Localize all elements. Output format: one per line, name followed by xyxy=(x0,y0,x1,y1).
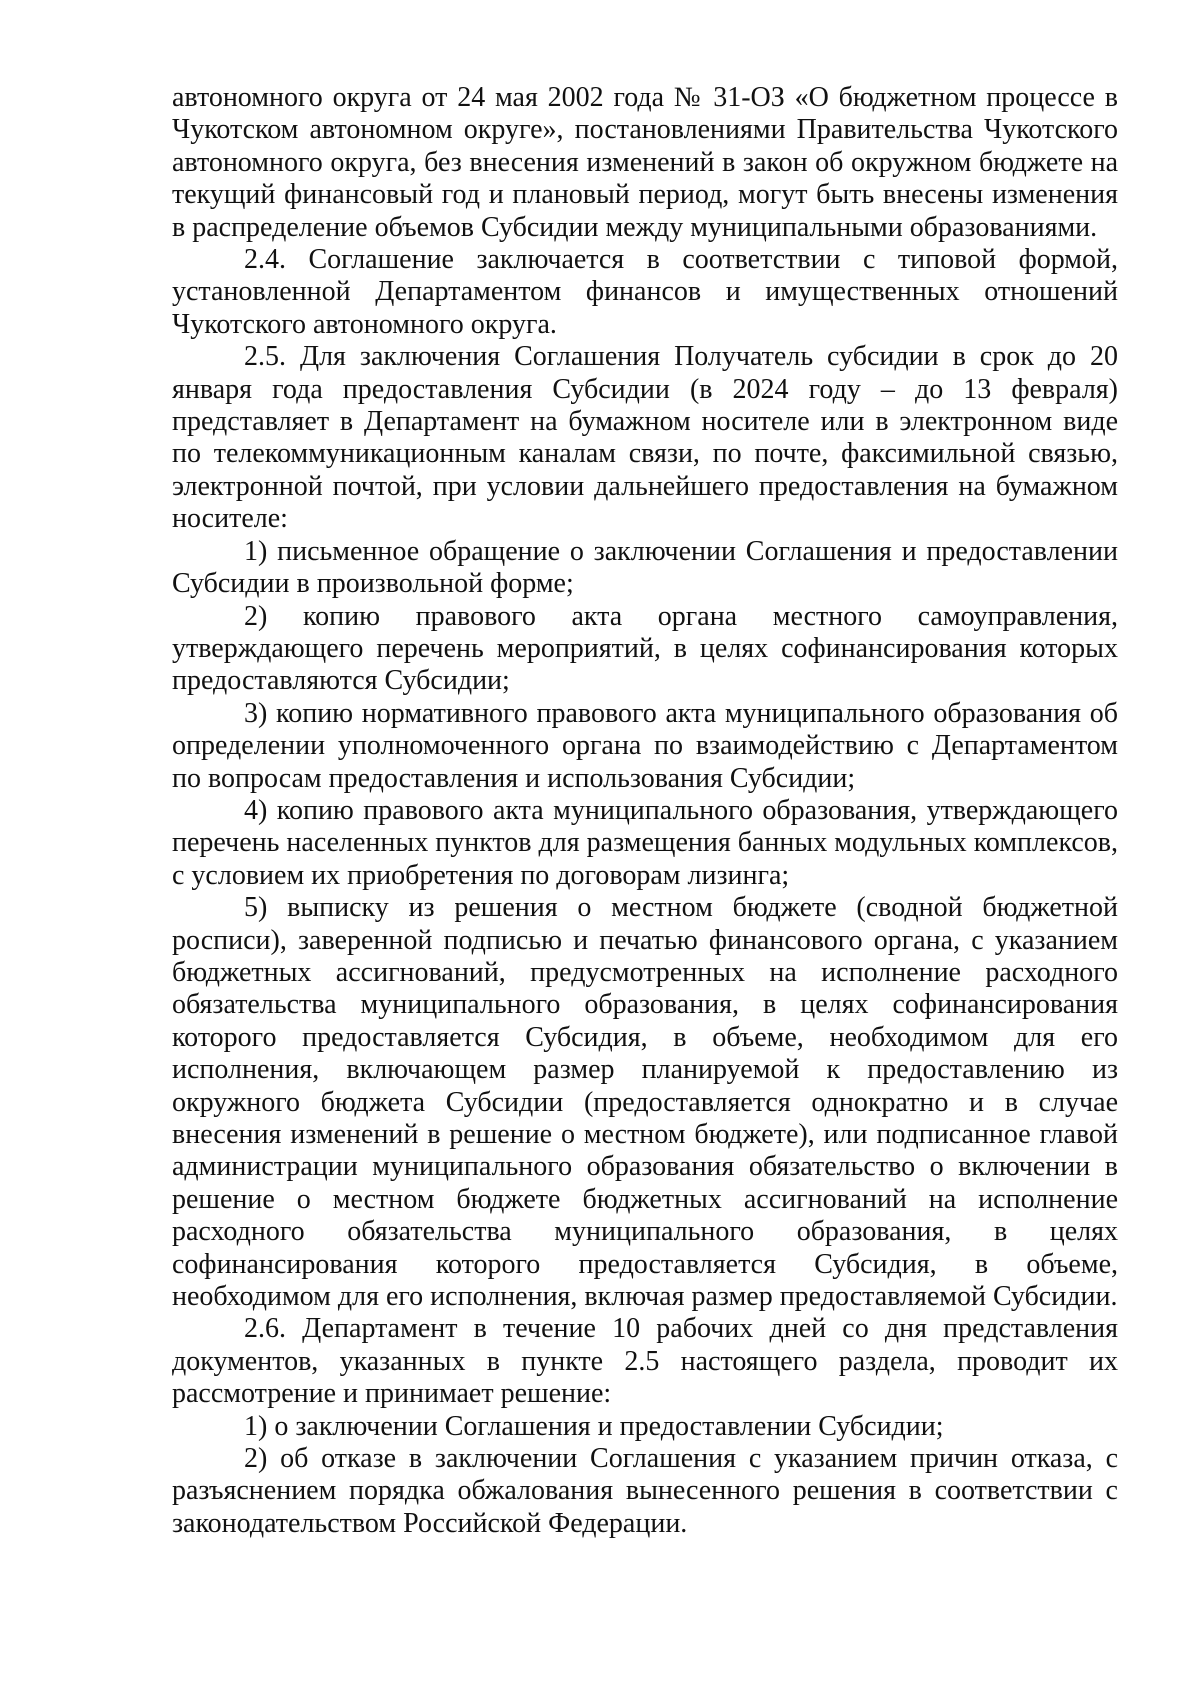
list-item-2-6-1: 1) о заключении Соглашения и предоставлении Субсидии; xyxy=(244,1410,944,1442)
list-item-2-6-2: 2) об отказе в заключении Соглашения с указанием причин отказа, с разъяснением порядка обжалования вынесенного решения в соответствии с законодательством Российской Федерации. xyxy=(172,1443,1118,1539)
paragraph-2-6: 2.6. Департамент в течение 10 рабочих дней со дня представления документов, указанных в пункте 2.5 настоящего раздела, проводит их рассмотрение и принимает решение: xyxy=(172,1313,1118,1410)
list-item-2-5-3: 3) копию нормативного правового акта муниципального образования об определении уполномоченного органа по взаимодействию с Департаментом по вопросам предоставления и использования Субсидии; xyxy=(172,697,1118,794)
document-body xyxy=(172,82,1118,1540)
paragraph-2-4: 2.4. Соглашение заключается в соответствии с типовой формой, установленной Департаментом финансов и имущественных отношений Чукотского автономного округа. xyxy=(172,244,1118,340)
list-item-2-5-1: 1) письменное обращение о заключении Соглашения и предоставлении Субсидии в произвольной форме; xyxy=(172,535,1118,600)
list-item-2-5-5: 5) выписку из решения о местном бюджете (сводной бюджетной росписи), заверенной подписью и печатью финансового органа, с указанием бюджетных ассигнований, предусмотренных на исполнение расходного обязательства муниципального образования, в целях софинансирования которого предоставляется Субсидия, в объеме, необходимом для его исполнения, включающем размер планируемой к предоставлению из окружного бюджета Субсидии (предоставляется однократно и в случае внесения изменений в решение о местном бюджете), или подписанное главой администрации муниципального образования обязательство о включении в решение о местном бюджете бюджетных ассигнований на исполнение расходного обязательства муниципального образования, в целях софинансирования которого предоставляется Субсидия, в объеме, необходимом для его исполнения, включая размер предоставляемой Субсидии. xyxy=(172,892,1118,1313)
list-item-2-5-4: 4) копию правового акта муниципального образования, утверждающего перечень населенных пунктов для размещения банных модульных комплексов, с условием их приобретения по договорам лизинга; xyxy=(172,794,1118,891)
paragraph-2-5: 2.5. Для заключения Соглашения Получатель субсидии в срок до 20 января года предоставления Субсидии (в 2024 году – до 13 февраля) представляет в Департамент на бумажном носителе или в электронном виде по телекоммуникационным каналам связи, по почте, факсимильной связью, электронной почтой, при условии дальнейшего предоставления на бумажном носителе: xyxy=(172,341,1118,535)
list-item-2-5-2: 2) копию правового акта органа местного самоуправления, утверждающего перечень мероприятий, в целях софинансирования которых предоставляются Субсидии; xyxy=(172,600,1118,697)
paragraph-continuation: автономного округа от 24 мая 2002 года № 31-ОЗ «О бюджетном процессе в Чукотском автономном округе», постановлениями Правительства Чукотского автономного округа, без внесения изменений в закон об окружном бюджете на текущий финансовый год и плановый период, могут быть внесены изменения в распределение объемов Субсидии между муниципальными образованиями. xyxy=(172,82,1118,243)
